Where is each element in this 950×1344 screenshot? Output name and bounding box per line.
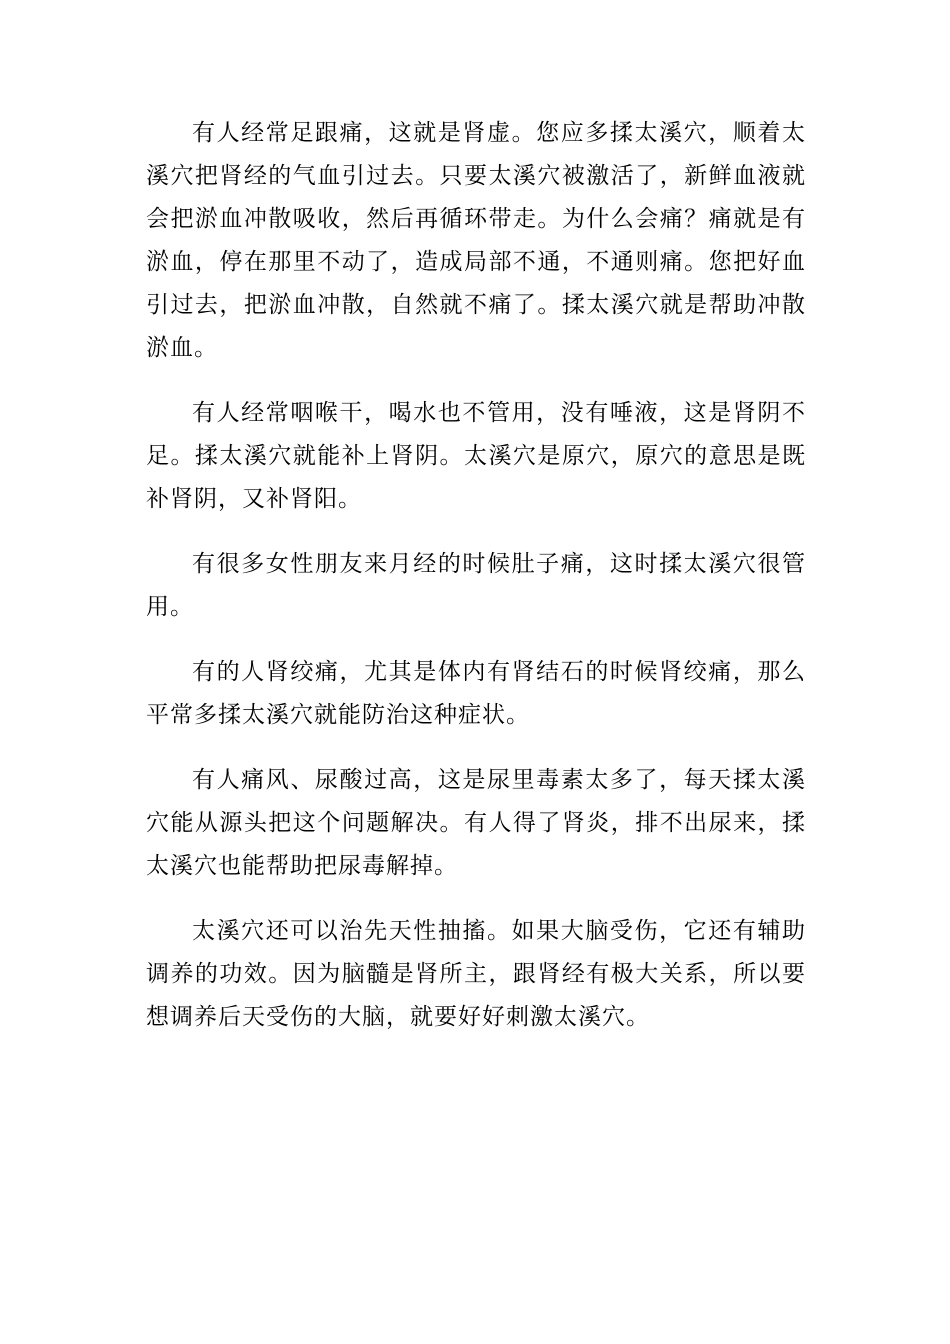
paragraph-3: 有很多女性朋友来月经的时候肚子痛，这时揉太溪穴很管用。 <box>146 551 806 620</box>
paragraph-2: 有人经常咽喉干，喝水也不管用，没有唾液，这是肾阴不足。揉太溪穴就能补上肾阴。太溪穴是原穴，原穴的意思是既补肾阴，又补肾阳。 <box>146 400 806 512</box>
document-body <box>146 112 806 1061</box>
paragraph-6: 太溪穴还可以治先天性抽搐。如果大脑受伤，它还有辅助调养的功效。因为脑髓是肾所主，跟肾经有极大关系，所以要想调养后天受伤的大脑，就要好好刺激太溪穴。 <box>146 918 806 1030</box>
paragraph-4: 有的人肾绞痛，尤其是体内有肾结石的时候肾绞痛，那么平常多揉太溪穴就能防治这种症状。 <box>146 659 806 728</box>
paragraph-5: 有人痛风、尿酸过高，这是尿里毒素太多了，每天揉太溪穴能从源头把这个问题解决。有人得了肾炎，排不出尿来，揉太溪穴也能帮助把尿毒解掉。 <box>146 767 806 879</box>
paragraph-1: 有人经常足跟痛，这就是肾虚。您应多揉太溪穴，顺着太溪穴把肾经的气血引过去。只要太溪穴被激活了，新鲜血液就会把淤血冲散吸收，然后再循环带走。为什么会痛？痛就是有淤血，停在那里不动了，造成局部不通，不通则痛。您把好血引过去，把淤血冲散，自然就不痛了。揉太溪穴就是帮助冲散淤血。 <box>146 120 806 361</box>
